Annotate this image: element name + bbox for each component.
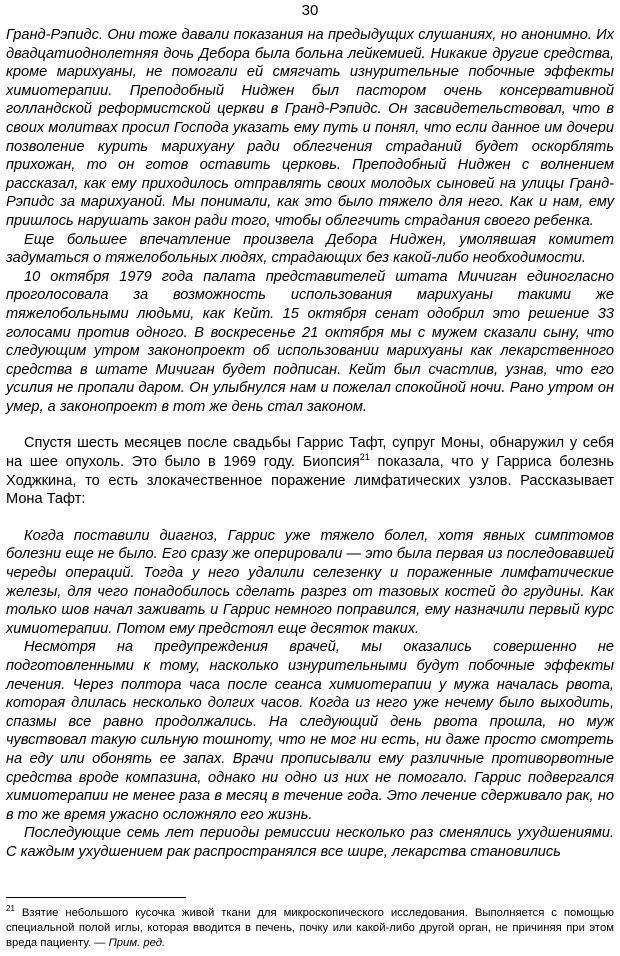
footnote-number: 21 xyxy=(6,904,15,914)
footnote-text: Взятие небольшого кусочка живой ткани для микроскопического исследования. Выполняется с помощью специальной полой иглы, которая вводится в печень, почку или какой-либо другой орган, не причиняя при этом вреда пациенту. — xyxy=(6,907,614,949)
footnote-divider xyxy=(6,897,186,898)
footnote-credit: Прим. ред. xyxy=(108,937,166,949)
narrative-paragraph xyxy=(6,434,614,508)
main-text xyxy=(6,26,614,862)
quote2-paragraph-1: Когда поставили диагноз, Гаррис уже тяжело болел, хотя явных симптомов болезни еще не было. Его сразу же оперировали — это была первая из последовавшей череды операций. Тогда у него удалили селезенку и пораженные лимфатические железы, для чего понадобилось сделать разрез от тазовых костей до грудины. Как только шов начал заживать и Гаррис немного поправился, ему назначили первый курс химиотерапии. Потом ему предстоял еще десяток таких. xyxy=(6,527,614,637)
quote1-paragraph-3: 10 октября 1979 года палата представителей штата Мичиган единогласно проголосовала за возможность использования марихуаны такими же тяжелобольными людьми, как Кейт. 15 октября сенат одобрил это решение 33 голосами против одного. В воскресенье 21 октября мы с мужем сказали сыну, что следующим утром законопроект об использовании марихуаны как лекарственного средства в штате Мичиган будет подписан. Кейт был счастлив, узнав, что его усилия не пропали даром. Он улыбнулся нам и пожелал спокойной ночи. Рано утром он умер, а законопроект в тот же день стал законом. xyxy=(6,268,614,415)
block-gap xyxy=(6,509,614,527)
quote-block-2 xyxy=(6,527,614,862)
narrative-text-start: Спустя шесть месяцев после свадьбы Гаррис Тафт, супруг Моны, обнаружил у себя на шее опухоль. Это было в 1969 году. Биопсия xyxy=(6,435,614,471)
narrative-text-end: показала, что у Гарриса болезнь Ходжкина, то есть злокачественное поражение лимфатических узлов. Рассказывает Мона Тафт: xyxy=(6,454,615,508)
quote2-paragraph-2: Несмотря на предупреждения врачей, мы оказались совершенно не подготовленными к тому, насколько изнурительными будут побочные эффекты лечения. Через полтора часа после сеанса химиотерапии у мужа началась рвота, которая длилась несколько долгих часов. Когда из него уже нечему было выходить, спазмы все равно продолжались. На следующий день рвота прошла, но муж чувствовал такую сильную тошноту, что не мог ни есть, ни даже просто смотреть на еду или обонять ее запах. Врачи прописывали ему различные противорвотные средства вроде компазина, однако ни одно из них не помогало. Гаррис подвергался химиотерапии не менее раза в месяц в течение года. Это лечение сдерживало рак, но в то же время ужасно осложняло его жизнь. xyxy=(6,639,614,823)
block-gap xyxy=(6,416,614,434)
quote1-paragraph-2: Еще большее впечатление произвела Дебора Ниджен, умолявшая комитет задуматься о тяжелобольных людях, страдающих без какой-либо необходимости. xyxy=(6,231,614,267)
footnote-reference[interactable]: 21 xyxy=(359,452,370,463)
quote-block-1 xyxy=(6,26,614,416)
quote1-paragraph-1: Гранд-Рэпидс. Они тоже давали показания на предыдущих слушаниях, но анонимно. Их двадцатиоднолетняя дочь Дебора была больна лейкемией. Никакие другие средства, кроме марихуаны, не помогали ей смягчать изнурительные побочные эффекты химиотерапии. Преподобный Ниджен был пастором очень консервативной голландской реформистской церкви в Гранд-Рэпидс. Он засвидетельствовал, что в своих молитвах просил Господа указать ему путь и понял, что если данное им дочери позволение курить марихуану ради облегчения страданий будет оскорблять прихожан, то он готов оставить церковь. Преподобный Ниджен с волнением рассказал, как ему приходилось отправлять своих молодых сыновей на улицы Гранд-Рэпидс за марихуаной. Мы понимали, как это было тяжело для него. Как и нам, ему пришлось нарушать закон ради того, чтобы облегчить страдания своего ребенка. xyxy=(6,27,614,229)
page-number: 30 xyxy=(301,2,319,19)
quote2-paragraph-3: Последующие семь лет периоды ремиссии несколько раз сменялись ухудшениями. С каждым ухудшением рак распространялся все шире, лекарства становились xyxy=(6,825,614,860)
footnote xyxy=(6,906,614,951)
